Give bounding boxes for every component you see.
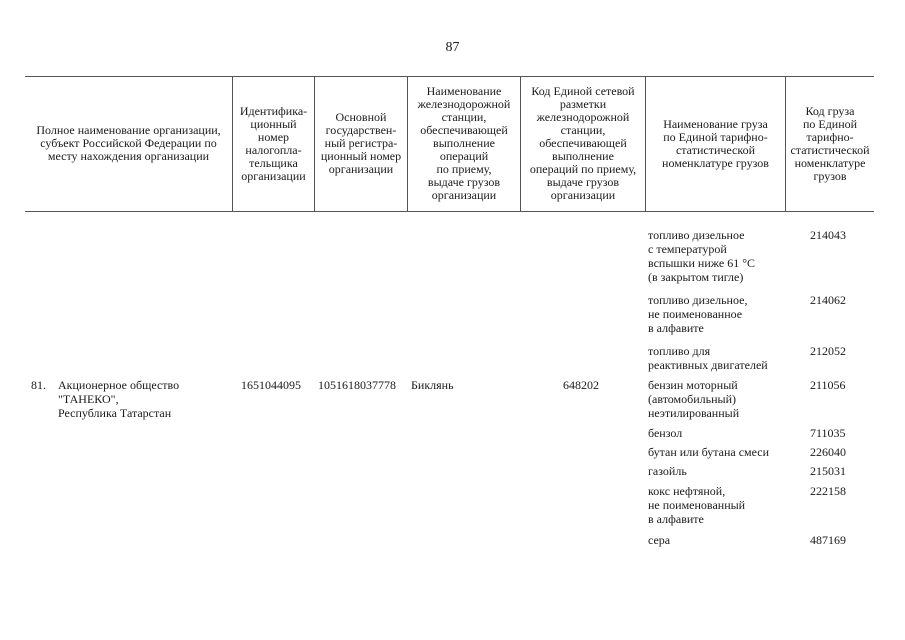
cargo-name bbox=[648, 464, 798, 478]
inn-value: 1651044095 bbox=[241, 378, 301, 392]
cargo-name-line: кокс нефтяной, bbox=[648, 484, 726, 498]
header-line: Код Единой сетевой bbox=[531, 84, 635, 98]
header-line: грузов bbox=[813, 168, 847, 183]
header-line: по Единой тарифно- bbox=[663, 129, 768, 144]
cargo-name-line: топливо для bbox=[648, 344, 711, 358]
cargo-code: 214062 bbox=[810, 293, 846, 307]
cargo-name-line: неэтилированный bbox=[648, 406, 740, 420]
cargo-code: 211056 bbox=[810, 378, 846, 392]
cargo-name-line: в алфавите bbox=[648, 321, 704, 335]
header-line: Наименование bbox=[426, 84, 502, 98]
header-station-code bbox=[520, 76, 645, 211]
header-line: организации bbox=[550, 188, 616, 202]
ogrn-value: 1051618037778 bbox=[318, 378, 396, 392]
cargo-code: 215031 bbox=[810, 464, 846, 478]
header-ogrn bbox=[314, 76, 407, 211]
header-line: операций по приему, bbox=[529, 162, 637, 176]
cargo-name bbox=[648, 484, 798, 526]
org-name-line: "ТАНЕКО", bbox=[58, 392, 119, 406]
cargo-name-line: с температурой bbox=[648, 242, 727, 256]
header-cargo-code bbox=[785, 76, 874, 211]
header-line: железнодорожной bbox=[417, 97, 511, 111]
cargo-name-line: газойль bbox=[648, 464, 687, 478]
cargo-code: 711035 bbox=[810, 426, 846, 440]
header-line: Наименование груза bbox=[663, 116, 768, 131]
header-line: тарифно- bbox=[806, 129, 854, 144]
header-line: номенклатуре bbox=[794, 155, 866, 170]
cargo-name-line: сера bbox=[648, 533, 671, 547]
header-line: Код груза bbox=[805, 103, 855, 118]
header-line: номер bbox=[257, 129, 290, 144]
cargo-name bbox=[648, 378, 798, 420]
header-line: месту нахождения организации bbox=[47, 149, 210, 163]
org-name-line: Республика Татарстан bbox=[58, 406, 172, 420]
cargo-name-line: бензол bbox=[648, 426, 683, 440]
header-line: выполнение bbox=[433, 136, 495, 150]
header-line: номенклатуре грузов bbox=[662, 155, 769, 170]
header-line: ционный bbox=[250, 116, 297, 131]
cargo-name-line: топливо дизельное, bbox=[648, 293, 748, 307]
header-line: выдаче грузов bbox=[546, 175, 620, 189]
header-line: разметки bbox=[559, 97, 607, 111]
header-line: железнодорожной bbox=[536, 110, 630, 124]
row-index: 81. bbox=[31, 378, 46, 392]
cargo-name-line: топливо дизельное bbox=[648, 228, 745, 242]
header-line: организации bbox=[241, 168, 306, 183]
cargo-name-line: бензин моторный bbox=[648, 378, 738, 392]
header-org-name bbox=[25, 76, 232, 211]
cargo-code: 212052 bbox=[810, 344, 846, 358]
org-name bbox=[58, 378, 233, 420]
header-line: тельщика bbox=[249, 155, 298, 170]
header-line: Идентифика- bbox=[239, 103, 308, 118]
header-line: выполнение bbox=[552, 149, 614, 163]
header-line: налогопла- bbox=[245, 142, 302, 157]
header-line: станции, bbox=[441, 110, 487, 124]
header-line: операций bbox=[439, 149, 489, 163]
header-line: государствен- bbox=[325, 123, 397, 137]
header-line: выдаче грузов bbox=[427, 175, 501, 189]
cargo-code: 222158 bbox=[810, 484, 846, 498]
table-header-bottom-border bbox=[25, 211, 874, 212]
cargo-name-line: (автомобильный) bbox=[648, 392, 737, 406]
cargo-name bbox=[648, 426, 798, 440]
header-line: статистической bbox=[675, 142, 755, 157]
cargo-name-line: (в закрытом тигле) bbox=[648, 270, 744, 284]
header-inn bbox=[232, 76, 314, 211]
cargo-name bbox=[648, 293, 798, 335]
cargo-name bbox=[648, 533, 798, 547]
header-line: организации bbox=[431, 188, 497, 202]
cargo-name-line: в алфавите bbox=[648, 512, 704, 526]
header-line: статистической bbox=[790, 142, 870, 157]
cargo-name-line: не поименованное bbox=[648, 307, 743, 321]
header-line: ный регистра- bbox=[324, 136, 398, 150]
cargo-code: 487169 bbox=[810, 533, 846, 547]
header-line: станции, bbox=[560, 123, 606, 137]
cargo-name bbox=[648, 445, 798, 459]
cargo-name bbox=[648, 344, 798, 372]
header-line: ционный номер bbox=[320, 149, 402, 163]
header-line: Основной bbox=[335, 110, 387, 124]
station-name: Биклянь bbox=[411, 378, 454, 392]
station-code: 648202 bbox=[563, 378, 599, 392]
cargo-name-line: вспышки ниже 61 °С bbox=[648, 256, 756, 270]
cargo-code: 214043 bbox=[810, 228, 846, 242]
page-number: 87 bbox=[445, 40, 460, 55]
header-line: субъект Российской Федерации по bbox=[40, 136, 217, 150]
org-name-line: Акционерное общество bbox=[58, 378, 180, 392]
cargo-name-line: не поименованный bbox=[648, 498, 746, 512]
header-line: по Единой bbox=[802, 116, 858, 131]
header-cargo-name bbox=[645, 76, 785, 211]
header-line: организации bbox=[328, 162, 394, 176]
cargo-name-line: реактивных двигателей bbox=[648, 358, 768, 372]
header-station bbox=[407, 76, 520, 211]
header-line: Полное наименование организации, bbox=[36, 123, 221, 137]
header-line: обеспечивающей bbox=[420, 123, 508, 137]
cargo-code: 226040 bbox=[810, 445, 846, 459]
cargo-name bbox=[648, 228, 798, 284]
header-line: по приему, bbox=[436, 162, 492, 176]
header-line: обеспечивающей bbox=[539, 136, 627, 150]
cargo-name-line: бутан или бутана смеси bbox=[648, 445, 770, 459]
